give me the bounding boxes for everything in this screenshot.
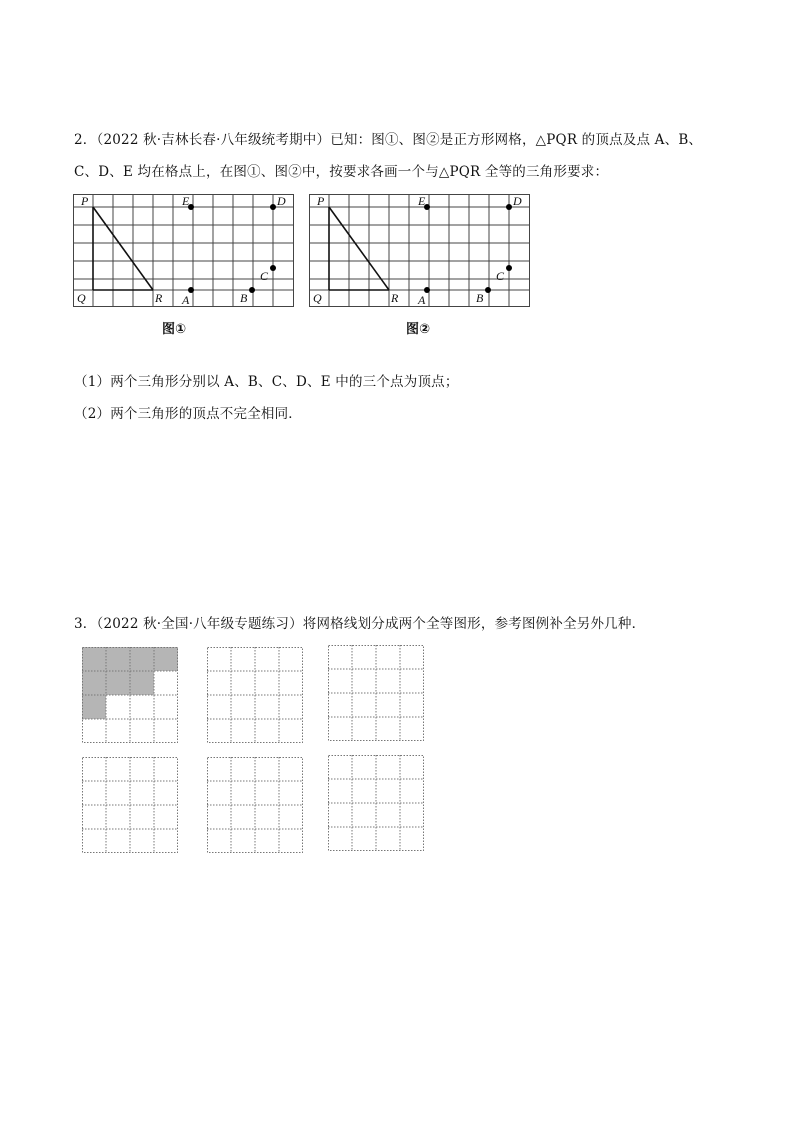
label-q: Q [77,291,86,305]
q3-line [74,612,645,632]
q2-requirement-2: （2）两个三角形的顶点不完全相同． [74,406,302,422]
label-e: E [182,194,190,208]
label-b: B [240,291,248,305]
q3-number: 3． [74,616,97,632]
q3-source: （2022 秋·全国·八年级专题练习） [96,616,303,632]
label-a: A [418,293,426,307]
label-r: R [155,291,163,305]
triangle-pqr [93,207,153,290]
label-p: P [317,194,325,208]
label-e: E [418,194,426,208]
q3-text: 将网格线划分成两个全等图形，参考图例补全另外几种． [302,616,646,632]
q3-blank-grid-3[interactable] [82,757,180,855]
point-b [485,287,491,293]
label-d: D [513,194,522,208]
label-d: D [277,194,286,208]
q3-blank-grid-5[interactable] [328,755,426,853]
grid-figure-1 [73,194,303,314]
figure-1-caption: 图① [162,322,187,337]
point-c [270,265,276,271]
triangle-pqr [329,207,389,290]
q3-blank-grid-1[interactable] [207,647,305,745]
label-c: C [496,269,505,283]
point-c [506,265,512,271]
label-c: C [260,269,269,283]
q3-example-grid [82,647,180,745]
q2-requirement-1: （1）两个三角形分别以 A、B、C、D、E 中的三个点为顶点； [74,374,459,390]
q2-source: （2022 秋·吉林长春·八年级统考期中） [96,132,331,148]
label-a: A [182,293,190,307]
q3-blank-grid-4[interactable] [207,757,305,855]
label-r: R [391,291,399,305]
label-b: B [476,291,484,305]
point-d [270,204,276,210]
q2-figure-1 [73,194,303,314]
grid-figure-2 [309,194,539,314]
label-q: Q [313,291,322,305]
q2-line1 [74,128,702,148]
q3-blank-grid-2[interactable] [328,645,426,743]
q2-line2: C、D、E 均在格点上，在图①、图②中，按要求各画一个与△PQR 全等的三角形要求： [74,164,609,180]
point-b [249,287,255,293]
point-d [506,204,512,210]
figure-2-caption: 图② [406,322,431,337]
q2-figure-2 [309,194,539,314]
q2-number: 2． [74,132,97,148]
q2-text-1: 已知：图①、图②是正方形网格，△PQR 的顶点及点 A、B、 [330,132,703,148]
label-p: P [81,194,89,208]
